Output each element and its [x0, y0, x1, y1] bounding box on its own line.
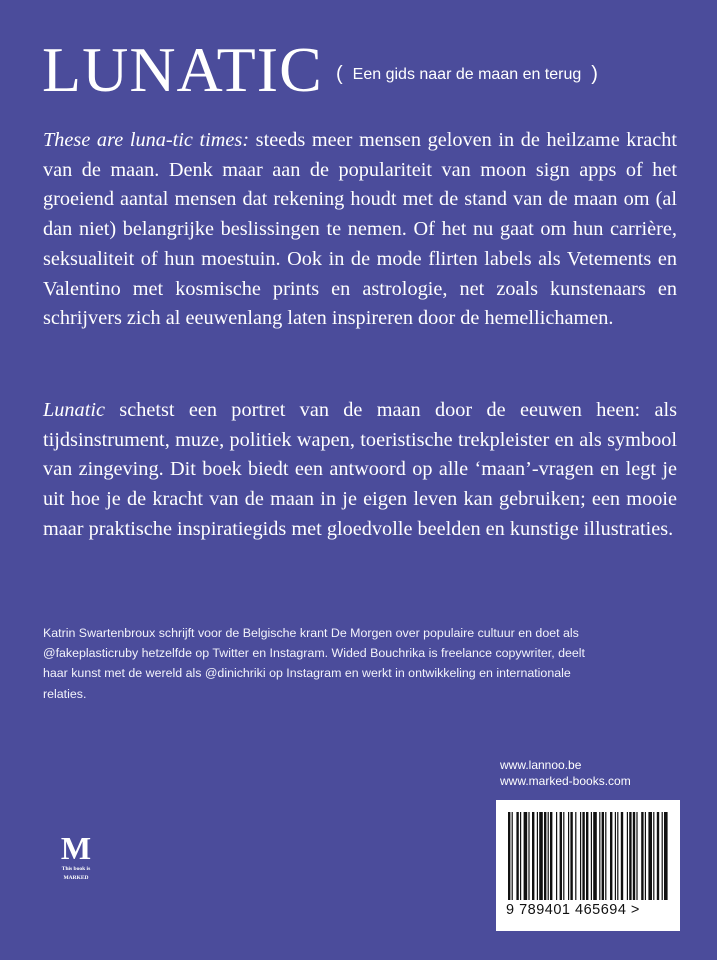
- barcode-bar: [548, 812, 549, 900]
- barcode-bar: [627, 812, 628, 900]
- barcode-bar: [570, 812, 572, 900]
- barcode-bar: [602, 812, 604, 900]
- barcode-bar: [648, 812, 652, 900]
- barcode-bar: [516, 812, 518, 900]
- paragraph-2-italic: Lunatic: [43, 399, 105, 421]
- barcode-bars: [506, 812, 670, 900]
- marked-logo: [54, 832, 98, 882]
- publisher-urls: [500, 757, 631, 789]
- barcode-bar: [528, 812, 529, 900]
- barcode-bar: [508, 812, 510, 900]
- paragraph-1-italic: These are luna-tic times:: [43, 129, 250, 151]
- logo-line2: MARKED: [63, 875, 89, 881]
- barcode-bar: [520, 812, 521, 900]
- barcode-bar: [550, 812, 552, 900]
- barcode-bar: [662, 812, 663, 900]
- book-title: LUNATIC: [42, 34, 323, 105]
- barcode-bar: [599, 812, 600, 900]
- barcode-bar: [641, 812, 643, 900]
- logo-letter: M: [60, 830, 92, 866]
- author-bio: Katrin Swartenbroux schrijft voor de Belgische krant De Morgen over populaire cultuur en doet als @fakeplasticruby hetzelfde op Twitter en Instagram. Wided Bouchrika is freelance copywriter, deelt haar kunst met de wereld als @dinichriki op Instagram en werkt in ontwikkeling en internationale relaties.: [43, 626, 585, 701]
- subtitle-close-paren: ): [591, 63, 598, 85]
- barcode-bar: [653, 812, 654, 900]
- barcode-bar: [636, 812, 637, 900]
- barcode-bar: [617, 812, 618, 900]
- barcode: [496, 800, 680, 931]
- barcode-bar: [560, 812, 562, 900]
- url-lannoo[interactable]: www.lannoo.be: [500, 758, 582, 772]
- barcode-bar: [568, 812, 569, 900]
- barcode-bar: [537, 812, 538, 900]
- logo-line1: This book is: [61, 866, 91, 872]
- barcode-bar: [586, 812, 588, 900]
- subtitle: [336, 62, 598, 85]
- barcode-bar: [615, 812, 616, 900]
- barcode-bar: [563, 812, 564, 900]
- barcode-bar: [633, 812, 635, 900]
- barcode-bar: [591, 812, 592, 900]
- barcode-number: 9 789401 465694 >: [506, 902, 640, 918]
- barcode-bar: [605, 812, 606, 900]
- url-marked-books[interactable]: www.marked-books.com: [500, 774, 631, 788]
- barcode-bar: [582, 812, 584, 900]
- barcode-bar: [657, 812, 659, 900]
- description-paragraph-2: [43, 396, 677, 545]
- subtitle-text: Een gids naar de maan en terug: [352, 66, 582, 83]
- paragraph-1-text: steeds meer mensen geloven in de heilzame kracht van de maan. Denk maar aan de populariteit van moon sign apps of het groeiend aantal mensen dat rekening houdt met de stand van de maan om (al dan niet) belangrijke beslissingen te nemen. Of het nu gaat om hun carrière, seksualiteit of hun moestuin. Ook in de mode flirten labels als Vetements en Valentino met kosmische prints en astrologie, net zoals kunstenaars en schrijvers zich al eeuwenlang laten inspireren door de hemellichamen.: [43, 129, 677, 330]
- subtitle-open-paren: (: [336, 63, 343, 85]
- barcode-bar: [629, 812, 631, 900]
- barcode-bar: [645, 812, 646, 900]
- barcode-bar: [610, 812, 612, 900]
- barcode-bar: [664, 812, 668, 900]
- barcode-bar: [556, 812, 557, 900]
- barcode-bar: [580, 812, 581, 900]
- barcode-bar: [621, 812, 623, 900]
- barcode-bar: [532, 812, 534, 900]
- barcode-bar: [539, 812, 543, 900]
- barcode-bar: [593, 812, 597, 900]
- barcode-bar: [524, 812, 528, 900]
- barcode-bar: [544, 812, 546, 900]
- barcode-bar: [512, 812, 513, 900]
- barcode-bar: [575, 812, 576, 900]
- paragraph-2-text: schetst een portret van de maan door de eeuwen heen: als tijdsinstrument, muze, politiek wapen, toeristische trekpleister en als symbool van zingeving. Dit boek biedt een antwoord op alle ‘maan’-vragen en legt je uit hoe je de kracht van de maan in je eigen leven kan gebruiken; een mooie maar praktische inspiratiegids met gloedvolle beelden en kunstige illustraties.: [43, 399, 677, 540]
- description-paragraph-1: [43, 126, 677, 334]
